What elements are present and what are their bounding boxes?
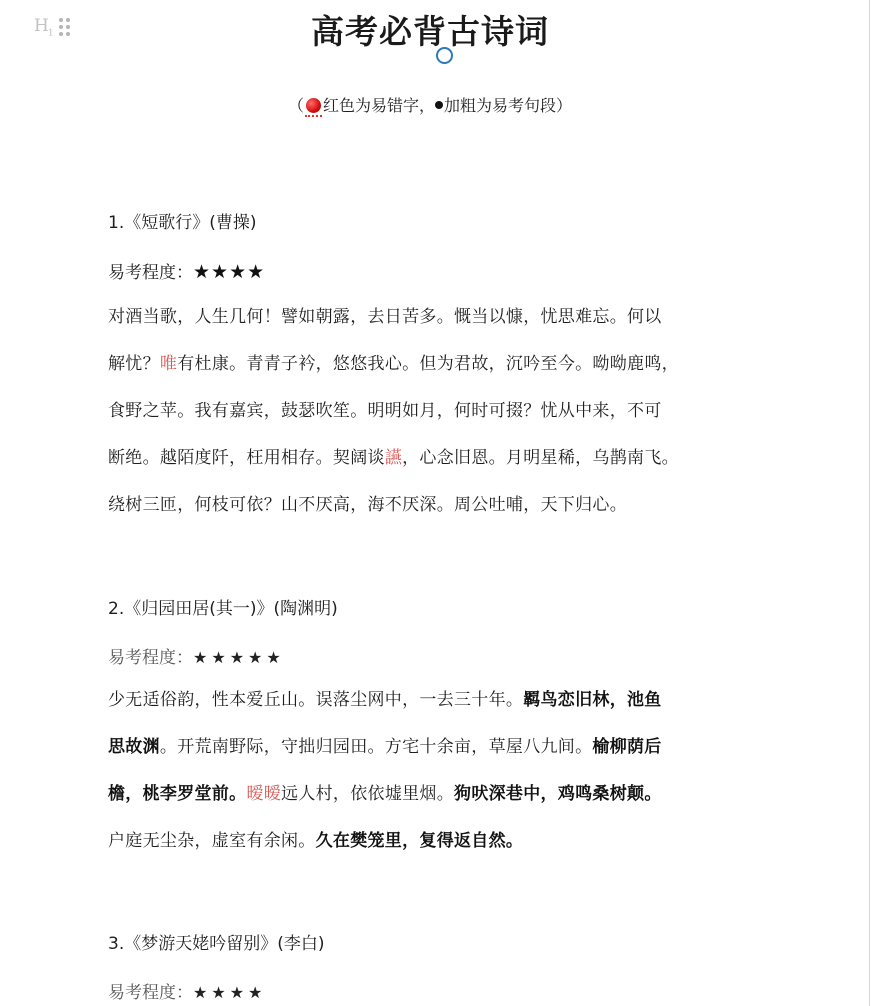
poem-line — [108, 771, 758, 818]
poem-line — [108, 724, 758, 771]
poem-line — [108, 435, 758, 482]
legend-bold-text: 加粗为易考句段 — [444, 96, 557, 115]
red-circle-icon — [306, 98, 321, 113]
poem-heading-1: 1.《短歌行》(曹操) — [108, 213, 257, 233]
poem-line — [108, 388, 758, 435]
legend-note — [0, 93, 860, 116]
key-phrase: 檐，桃李罗堂前。 — [108, 784, 247, 804]
legend-red-text: 红色为易错字， — [322, 96, 435, 115]
poem-heading-3: 3.《梦游天姥吟留别》(李白) — [108, 934, 325, 954]
poem-text: 解忧？ — [108, 354, 160, 374]
poem-line — [108, 341, 758, 388]
error-prone-char: 讌 — [384, 448, 403, 468]
poem-text: 。开荒南野际，守拙归园田。方宅十余亩，草屋八九间。 — [159, 737, 593, 757]
poem-text: 远人村，依依墟里烟。 — [281, 784, 455, 804]
poem-text: 断绝。越陌度阡，枉用相存。契阔谈 — [108, 448, 385, 468]
difficulty-row-1 — [108, 258, 265, 283]
poem-line — [108, 294, 758, 341]
poem-line — [108, 482, 758, 529]
key-phrase: 久在樊笼里，复得返自然。 — [315, 831, 524, 851]
key-phrase: 思故渊 — [108, 737, 160, 757]
poem-body-2 — [108, 677, 758, 865]
poem-heading-2: 2.《归园田居(其一)》(陶渊明) — [108, 599, 338, 619]
document-title[interactable]: 高考必背古诗词 — [311, 12, 549, 51]
key-phrase: 羁鸟恋旧林，池鱼 — [523, 690, 662, 710]
poem-line — [108, 818, 758, 865]
page-edge — [869, 0, 870, 1006]
star-rating: ★★★★ — [193, 983, 267, 1002]
poem-text: 少无适俗韵，性本爱丘山。误落尘网中，一去三十年。 — [108, 690, 524, 710]
cursor-ring-icon — [436, 47, 453, 64]
key-phrase: 狗吠深巷中，鸡鸣桑树颠。 — [454, 784, 662, 804]
star-rating: ★★★★★ — [193, 648, 285, 667]
difficulty-row-3 — [108, 978, 266, 1003]
difficulty-label: 易考程度： — [108, 263, 193, 283]
key-phrase: 榆柳荫后 — [592, 737, 662, 757]
legend-open: （ — [287, 96, 304, 115]
error-prone-char: 唯 — [159, 354, 178, 374]
poem-text: 食野之苹。我有嘉宾，鼓瑟吹笙。明明如月，何时可掇？忧从中来，不可 — [108, 401, 662, 421]
poem-text: 有杜康。青青子衿，悠悠我心。但为君故，沉吟至今。呦呦鹿鸣， — [177, 354, 679, 374]
poem-text: ，心念旧恩。月明星稀，乌鹊南飞。 — [402, 448, 679, 468]
legend-close: ） — [556, 96, 573, 115]
difficulty-row-2 — [108, 643, 285, 668]
poem-text: 对酒当歌，人生几何！譬如朝露，去日苦多。慨当以慷，忧思难忘。何以 — [108, 307, 662, 327]
difficulty-label: 易考程度： — [108, 983, 193, 1003]
black-dot-icon — [435, 101, 443, 109]
poem-text: 户庭无尘杂，虚室有余闲。 — [108, 831, 316, 851]
poem-text: 绕树三匝，何枝可依？山不厌高，海不厌深。周公吐哺，天下归心。 — [108, 495, 627, 515]
heading-1-icon[interactable]: $H_1$ — [34, 16, 53, 39]
error-prone-char: 暧暧 — [246, 784, 282, 804]
poem-line — [108, 677, 758, 724]
difficulty-label: 易考程度： — [108, 648, 193, 668]
star-rating: ★★★★ — [193, 261, 266, 283]
poem-body-1 — [108, 294, 758, 529]
